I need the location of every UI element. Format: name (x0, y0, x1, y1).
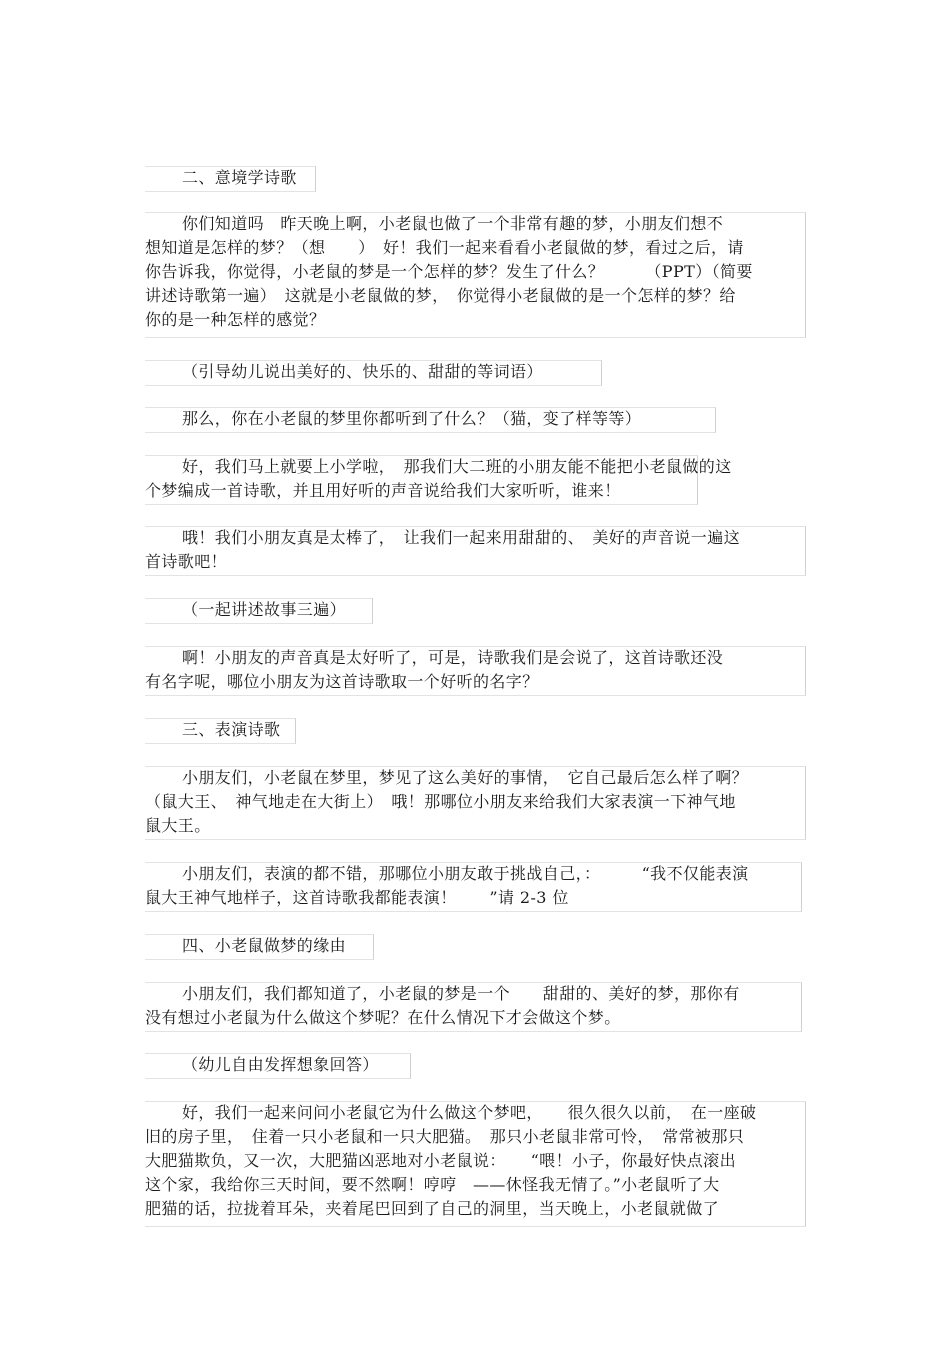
text-line: （引导幼儿说出美好的、快乐的、甜甜的等词语） (182, 362, 543, 381)
text-line: 没有想过小老鼠为什么做这个梦呢？在什么情况下才会做这个梦。 (145, 1008, 621, 1027)
paragraph-make-poem (145, 455, 807, 503)
paragraph-free-answer (145, 1053, 807, 1077)
text-line: 小朋友们，我们都知道了，小老鼠的梦是一个 甜甜的、美好的梦，那你有 (182, 984, 740, 1003)
text-line: 你们知道吗 昨天晚上啊，小老鼠也做了一个非常有趣的梦，小朋友们想不 (182, 214, 724, 233)
text-line: 鼠大王神气地样子，这首诗歌我都能表演！ ”请 2-3 位 (145, 888, 569, 907)
text-line: 你告诉我，你觉得，小老鼠的梦是一个怎样的梦？发生了什么？ （PPT）（简要 (145, 262, 753, 281)
text-line: 讲述诗歌第一遍） 这就是小老鼠做的梦， 你觉得小老鼠做的是一个怎样的梦？给 (145, 286, 736, 305)
text-line: （一起讲述故事三遍） (182, 600, 347, 619)
text-line: 这个家，我给你三天时间，要不然啊！哼哼 ——休怪我无情了。”小老鼠听了大 (145, 1175, 720, 1194)
text-line: 你的是一种怎样的感觉？ (145, 310, 326, 329)
paragraph-heard-question (145, 407, 807, 431)
text-line: 鼠大王。 (145, 816, 211, 835)
paragraph-why-dream (145, 982, 807, 1030)
text-line: 三、表演诗歌 (182, 720, 281, 739)
text-line: 哦！我们小朋友真是太棒了， 让我们一起来用甜甜的、 美好的声音说一遍这 (182, 528, 741, 547)
text-line: 大肥猫欺负，又一次，大肥猫凶恶地对小老鼠说： “喂！小子，你最好快点滚出 (145, 1151, 736, 1170)
text-line: 二、意境学诗歌 (182, 168, 297, 187)
text-line: 想知道是怎样的梦？（想 ） 好！我们一起来看看小老鼠做的梦，看过之后，请 (145, 238, 744, 257)
paragraph-guide-note (145, 360, 807, 384)
paragraph-name-poem (145, 646, 807, 694)
text-line: 小朋友们，表演的都不错，那哪位小朋友敢于挑战自己，： “我不仅能表演 (182, 864, 749, 883)
section-heading-3 (145, 718, 807, 742)
paragraph-dream-intro (145, 212, 807, 332)
text-line: 四、小老鼠做梦的缘由 (182, 936, 347, 955)
section-heading-2 (145, 166, 807, 190)
paragraph-three-times (145, 598, 807, 622)
paragraph-story (145, 1101, 807, 1221)
text-line: 个梦编成一首诗歌，并且用好听的声音说给我们大家听听，谁来！ (145, 481, 621, 500)
text-line: 首诗歌吧！ (145, 552, 228, 571)
text-line: 肥猫的话，拉拢着耳朵，夹着尾巴回到了自己的洞里，当天晚上，小老鼠就做了 (145, 1199, 720, 1218)
text-line: 啊！小朋友的声音真是太好听了，可是，诗歌我们是会说了，这首诗歌还没 (182, 648, 724, 667)
text-line: 那么，你在小老鼠的梦里你都听到了什么？（猫，变了样等等） (182, 409, 642, 428)
paragraph-recite-together (145, 526, 807, 574)
text-line: 好，我们马上就要上小学啦， 那我们大二班的小朋友能不能把小老鼠做的这 (182, 457, 732, 476)
text-line: 好，我们一起来问问小老鼠它为什么做这个梦吧， 很久很久以前， 在一座破 (182, 1103, 757, 1122)
section-heading-4 (145, 934, 807, 958)
text-line: 旧的房子里， 住着一只小老鼠和一只大肥猫。 那只小老鼠非常可怜， 常常被那只 (145, 1127, 745, 1146)
text-line: （幼儿自由发挥想象回答） (182, 1055, 379, 1074)
text-line: 有名字呢，哪位小朋友为这首诗歌取一个好听的名字？ (145, 672, 539, 691)
paragraph-challenge (145, 862, 807, 910)
text-line: 小朋友们，小老鼠在梦里，梦见了这么美好的事情， 它自己最后怎么样了啊？ (182, 768, 749, 787)
text-line: （鼠大王、 神气地走在大街上） 哦！那哪位小朋友来给我们大家表演一下神气地 (145, 792, 736, 811)
paragraph-mouse-king (145, 766, 807, 838)
